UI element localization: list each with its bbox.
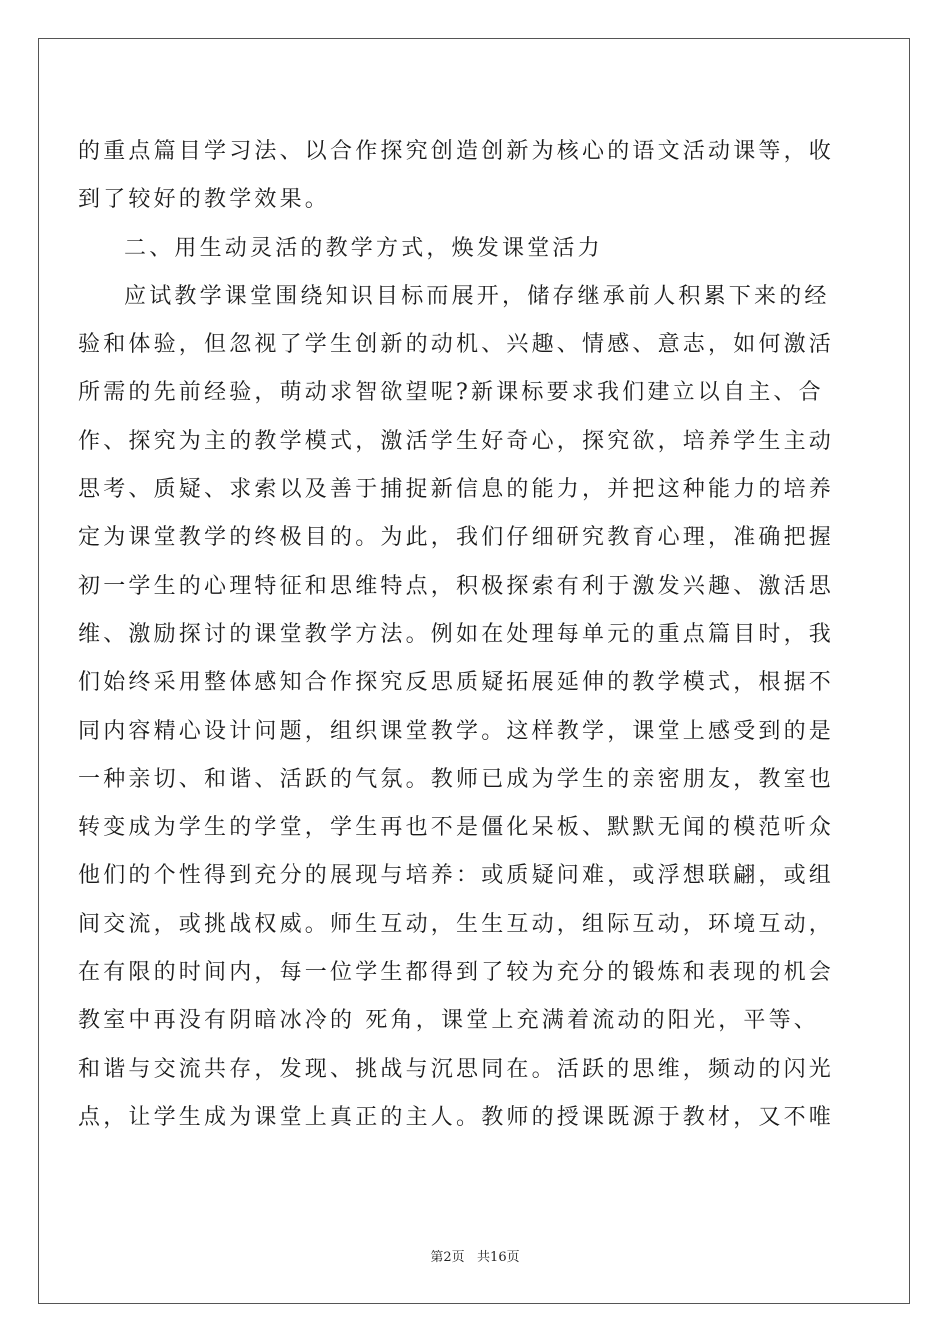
page-footer: 第2页 共16页 [430, 1250, 520, 1265]
text-line: 在有限的时间内，每一位学生都得到了较为充分的锻炼和表现的机会 [78, 960, 835, 986]
text-line: 他们的个性得到充分的展现与培养：或质疑问难，或浮想联翩，或组 [78, 863, 835, 889]
text-line: 二、用生动灵活的教学方式，焕发课堂活力 [124, 235, 603, 261]
text-line: 的重点篇目学习法、以合作探究创造创新为核心的语文活动课等，收 [78, 139, 835, 164]
text-line: 定为课堂教学的终极目的。为此，我们仔细研究教育心理，准确把握 [78, 525, 835, 551]
text-line: 间交流，或挑战权威。师生互动，生生互动，组际互动，环境互动， [78, 911, 835, 937]
text-line: 思考、质疑、求索以及善于捕捉新信息的能力，并把这种能力的培养 [78, 477, 835, 503]
text-line: 应试教学课堂围绕知识目标而展开，储存继承前人积累下来的经 [124, 283, 830, 309]
text-line: 维、激励探讨的课堂教学方法。例如在处理每单元的重点篇目时，我 [78, 621, 835, 647]
text-line: 点，让学生成为课堂上真正的主人。教师的授课既源于教材，又不唯 [78, 1104, 835, 1130]
text-line: 所需的先前经验，萌动求智欲望呢?新课标要求我们建立以自主、合 [78, 380, 824, 406]
text-line: 和谐与交流共存，发现、挑战与沉思同在。活跃的思维，频动的闪光 [78, 1056, 835, 1082]
text-line: 教室中再没有阴暗冰冷的 死角，课堂上充满着流动的阳光，平等、 [78, 1008, 819, 1034]
text-line: 们始终采用整体感知合作探究反思质疑拓展延伸的教学模式，根据不 [78, 670, 835, 696]
text-line: 到了较好的教学效果。 [78, 187, 331, 213]
text-line: 一种亲切、和谐、活跃的气氛。教师已成为学生的亲密朋友，教室也 [78, 766, 835, 792]
text-line: 转变成为学生的学堂，学生再也不是僵化呆板、默默无闻的模范听众 [78, 815, 835, 841]
document-body [78, 128, 838, 1142]
text-line: 初一学生的心理特征和思维特点，积极探索有利于激发兴趣、激活思 [78, 573, 835, 599]
text-line: 验和体验，但忽视了学生创新的动机、兴趣、情感、意志，如何激活 [78, 332, 835, 358]
text-line: 作、探究为主的教学模式，激活学生好奇心，探究欲，培养学生主动 [78, 428, 835, 454]
text-line: 同内容精心设计问题，组织课堂教学。这样教学，课堂上感受到的是 [78, 718, 835, 744]
